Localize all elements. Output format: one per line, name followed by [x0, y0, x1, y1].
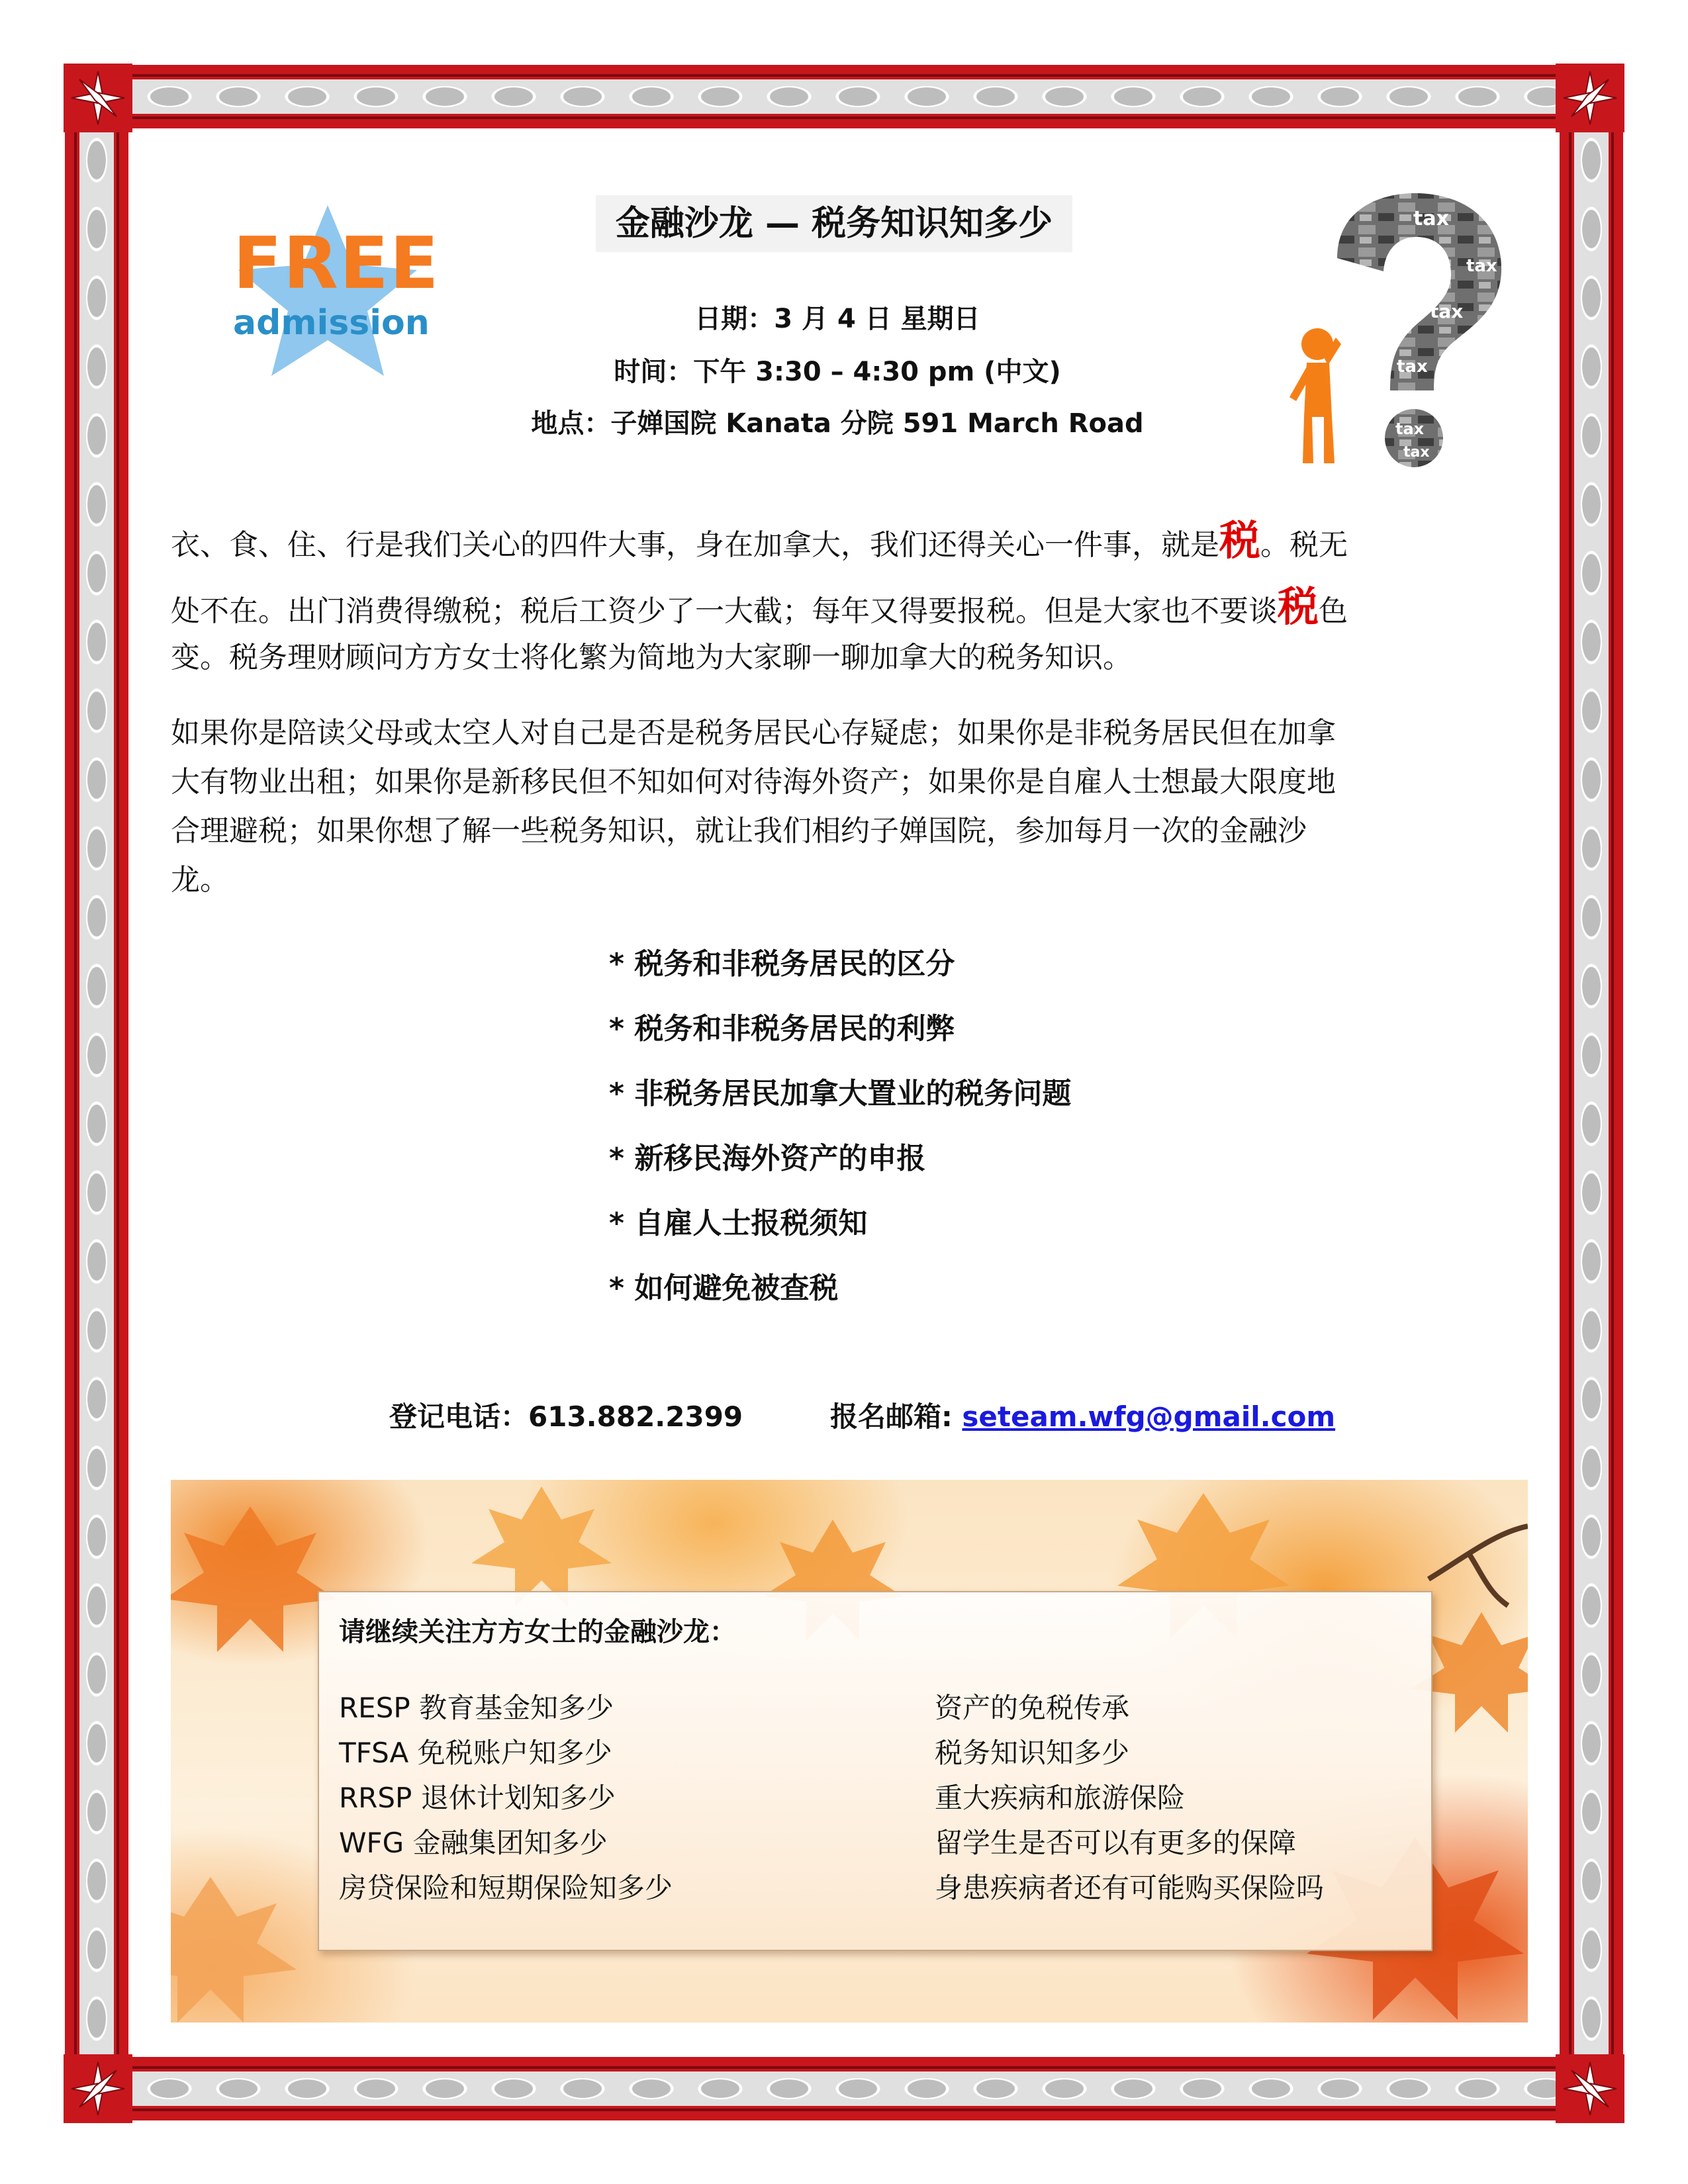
border-top [66, 65, 1622, 128]
audience-text: 大有物业出租；如果你是新移民但不知如何对待海外资产；如果你是自雇人士想最大限度地 [171, 765, 1336, 799]
salon-item-code: RESP [339, 1692, 410, 1724]
salon-item-label: 退休计划知多少 [412, 1782, 616, 1814]
list-item [339, 1776, 616, 1816]
audience-text: 如果你是陪读父母或太空人对自己是否是税务居民心存疑虑；如果你是非税务居民但在加拿 [171, 716, 1336, 750]
event-location: 地点：子婵国院 Kanata 分院 591 March Road [531, 408, 1144, 439]
salon-series-box [318, 1591, 1432, 1951]
intro-text: 变。税务理财顾问方方女士将化繁为简地为大家聊一聊加拿大的税务知识。 [171, 641, 1132, 674]
audience-text: 合理避税；如果你想了解一些税务知识，就让我们相约子婵国院，参加每月一次的金融沙 [171, 814, 1307, 848]
border-bottom [66, 2057, 1622, 2120]
salon-item-code: RRSP [339, 1782, 412, 1814]
question-mark-icon [1278, 179, 1516, 470]
list-item [339, 1821, 608, 1861]
list-item: * 如何避免被查税 [609, 1271, 839, 1305]
badge-admission-text: admission [233, 303, 430, 343]
autumn-leaves-banner [171, 1480, 1528, 2023]
list-item: * 自雇人士报税须知 [609, 1206, 868, 1240]
list-item: * 新移民海外资产的申报 [609, 1142, 926, 1175]
tax-word: tax [1413, 207, 1449, 230]
tax-word: tax [1397, 357, 1428, 377]
list-item: 重大疾病和旅游保险 [935, 1782, 1186, 1814]
intro-text: 衣、食、住、行是我们关心的四件大事，身在加拿大，我们还得关心一件事，就是 [171, 528, 1219, 562]
list-item: * 税务和非税务居民的利弊 [609, 1012, 955, 1046]
intro-text: 色 [1319, 594, 1348, 628]
salon-item-label: 教育基金知多少 [410, 1692, 614, 1724]
email-label: 报名邮箱: [830, 1400, 962, 1433]
salon-item-label: 金融集团知多少 [404, 1827, 608, 1859]
list-item: 税务知识知多少 [935, 1737, 1130, 1769]
event-time: 时间：下午 3:30 – 4:30 pm (中文) [614, 357, 1061, 387]
tax-highlight: 税 [1278, 582, 1319, 631]
border-corner-ornament [64, 2054, 132, 2123]
border-corner-ornament [1556, 64, 1624, 132]
intro-text: 。税无 [1260, 528, 1348, 562]
orange-figure-icon [1289, 328, 1341, 463]
salon-item-code: WFG [339, 1827, 404, 1859]
badge-free-text: FREE [233, 222, 440, 305]
tax-highlight: 税 [1219, 516, 1261, 565]
tax-question-mark-illustration [1278, 179, 1516, 470]
list-item: 身患疾病者还有可能购买保险吗 [935, 1872, 1325, 1904]
list-item [339, 1731, 612, 1771]
list-item: 留学生是否可以有更多的保障 [935, 1827, 1297, 1859]
border-corner-ornament [1556, 2054, 1624, 2123]
list-item: 资产的免税传承 [935, 1692, 1130, 1724]
registration-phone: 登记电话：613.882.2399 [389, 1400, 743, 1433]
border-right [1560, 126, 1623, 2058]
tax-word: tax [1403, 444, 1430, 461]
tax-word: tax [1430, 300, 1464, 322]
list-item [339, 1686, 614, 1726]
free-admission-badge [225, 199, 440, 384]
email-link[interactable]: seteam.wfg@gmail.com [962, 1400, 1336, 1433]
list-item: * 税务和非税务居民的区分 [609, 947, 955, 981]
page-title: 金融沙龙 — 税务知识知多少 [596, 195, 1072, 252]
event-date: 日期：3 月 4 日 星期日 [694, 304, 980, 334]
list-item: * 非税务居民加拿大置业的税务问题 [609, 1077, 1072, 1111]
tax-word: tax [1395, 420, 1425, 438]
border-left [65, 126, 128, 2058]
tax-word: tax [1466, 256, 1497, 276]
salon-series-title: 请继续关注方方女士的金融沙龙： [339, 1617, 736, 1647]
border-corner-ornament [64, 64, 132, 132]
salon-item-code: TFSA [339, 1737, 409, 1769]
salon-item-label: 房贷保险和短期保险知多少 [339, 1872, 673, 1904]
audience-text: 龙。 [171, 863, 229, 897]
intro-text: 处不在。出门消费得缴税；税后工资少了一大截；每年又得要报税。但是大家也不要谈 [171, 594, 1278, 628]
registration-email [830, 1395, 1335, 1435]
salon-item-label: 免税账户知多少 [408, 1737, 612, 1769]
list-item [339, 1866, 673, 1906]
